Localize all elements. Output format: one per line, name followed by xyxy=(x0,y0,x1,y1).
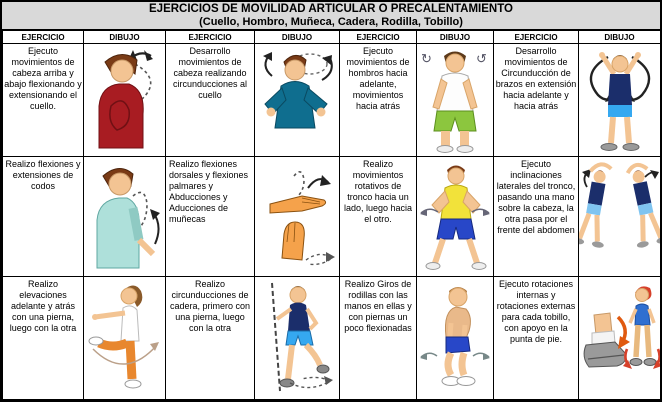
drawing-cell-ankle-rotation xyxy=(579,277,661,400)
exercise-table xyxy=(2,30,661,400)
knee-circles-drawing xyxy=(418,281,492,395)
exercise-text-side-bend: Ejecuto inclinaciones laterales del tronco, pasando una mano sobre la cabeza, la otra pasa por el frente del abdomen xyxy=(494,157,579,277)
title-block xyxy=(2,2,660,30)
exercise-text-ankle-rotation: Ejecuto rotaciones internas y rotaciones externas para cada tobillo, con apoyo en la punta de pie. xyxy=(494,277,579,400)
arm-circles-drawing xyxy=(580,47,660,153)
exercise-text-leg-swing: Realizo elevaciones adelante y atrás con una pierna, luego con la otra xyxy=(3,277,84,400)
exercise-text-hip-circumduction: Realizo circunducciones de cadera, primero con una pierna, luego con la otra xyxy=(166,277,255,400)
exercise-text-knee-circles: Realizo Giros de rodillas con las manos en ellas y con piernas un poco flexionadas xyxy=(340,277,417,400)
leg-swing-drawing xyxy=(85,281,165,395)
exercise-text-arm-circles: Desarrollo movimientos de Circunducción de brazos en extensión hacia adelante y hacia atrás xyxy=(494,44,579,157)
drawing-cell-arm-circles xyxy=(579,44,661,157)
elbow-flexion-drawing xyxy=(87,162,163,272)
drawing-cell-leg-swing xyxy=(84,277,166,400)
col-header-dibujo-3: DIBUJO xyxy=(417,31,494,44)
wrist-movements-drawing xyxy=(258,162,336,272)
table-row-1 xyxy=(3,44,661,157)
drawing-cell-trunk-rotation xyxy=(417,157,494,277)
page-subtitle: (Cuello, Hombro, Muñeca, Cadera, Rodilla, Tobillo) xyxy=(199,16,463,28)
ankle-rotation-drawing xyxy=(580,281,660,395)
neck-circumduction-drawing xyxy=(258,50,336,150)
table-row-3 xyxy=(3,277,661,400)
hip-circumduction-drawing xyxy=(258,281,336,395)
drawing-cell-shoulder-roll xyxy=(417,44,494,157)
neck-flexion-extension-drawing xyxy=(87,48,163,152)
drawing-cell-neck-flexion xyxy=(84,44,166,157)
exercise-text-neck-circumduction: Desarrollo movimientos de cabeza realizando circunducciones al cuello xyxy=(166,44,255,157)
col-header-ejercicio-2: EJERCICIO xyxy=(166,31,255,44)
col-header-ejercicio-4: EJERCICIO xyxy=(494,31,579,44)
exercise-text-elbow-flexion: Realizo flexiones y extensiones de codos xyxy=(3,157,84,277)
exercise-text-wrist-movements: Realizo flexiones dorsales y flexiones palmares y Abducciones y Aducciones de muñecas xyxy=(166,157,255,277)
trunk-rotation-drawing xyxy=(419,161,491,273)
table-row-2 xyxy=(3,157,661,277)
col-header-dibujo-2: DIBUJO xyxy=(255,31,340,44)
header-row xyxy=(3,31,661,44)
exercise-text-trunk-rotation: Realizo movimientos rotativos de tronco hacia un lado, luego hacia el otro. xyxy=(340,157,417,277)
col-header-dibujo-4: DIBUJO xyxy=(579,31,661,44)
exercise-text-neck-flexion: Ejecuto movimientos de cabeza arriba y abajo flexionando y extensionando el cuello. xyxy=(3,44,84,157)
drawing-cell-hip-circumduction xyxy=(255,277,340,400)
drawing-cell-elbow-flexion xyxy=(84,157,166,277)
col-header-ejercicio-1: EJERCICIO xyxy=(3,31,84,44)
page-title: EJERCICIOS DE MOVILIDAD ARTICULAR O PRECALENTAMIENTO xyxy=(149,3,513,15)
col-header-dibujo-1: DIBUJO xyxy=(84,31,166,44)
exercise-text-shoulder-roll: Ejecuto movimientos de hombros hacia adelante, movimientos hacia atrás xyxy=(340,44,417,157)
drawing-cell-knee-circles xyxy=(417,277,494,400)
svg-text:↻: ↻ xyxy=(421,51,432,66)
drawing-cell-wrist-movements xyxy=(255,157,340,277)
drawing-cell-side-bend xyxy=(579,157,661,277)
drawing-cell-neck-circumduction xyxy=(255,44,340,157)
col-header-ejercicio-3: EJERCICIO xyxy=(340,31,417,44)
svg-text:↺: ↺ xyxy=(476,51,487,66)
trunk-side-bend-drawing xyxy=(579,161,661,273)
shoulder-roll-drawing xyxy=(420,47,490,153)
